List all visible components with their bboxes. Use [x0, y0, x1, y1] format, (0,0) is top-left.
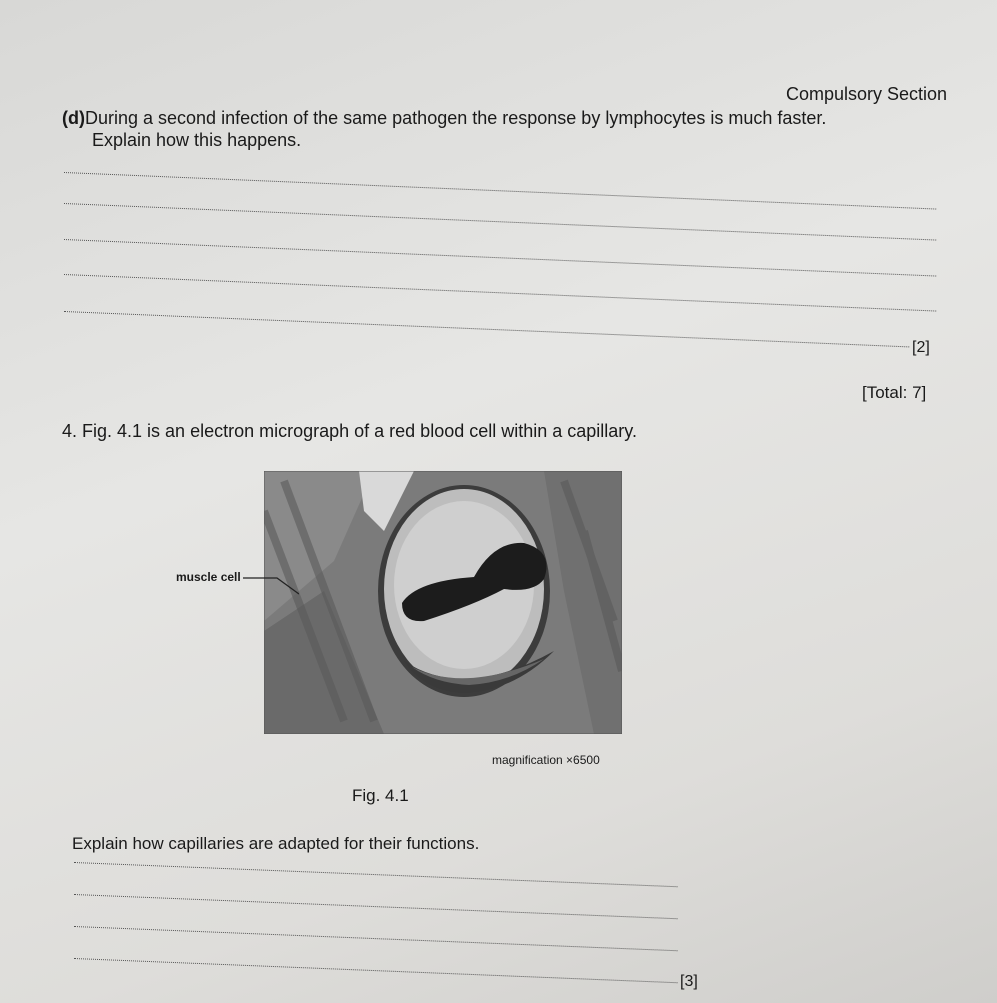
question-d-body: During a second infection of the same pathogen the response by lymphocytes is much faster. — [84, 108, 827, 128]
answer-line-4-1[interactable] — [74, 862, 678, 887]
marks-4: [3] — [680, 973, 698, 990]
section-heading: Compulsory Section — [786, 84, 948, 104]
question-d-prompt: Explain how this happens. — [92, 130, 302, 150]
micrograph-image — [264, 471, 622, 734]
answer-line-d-4[interactable] — [64, 274, 936, 312]
answer-line-d-5[interactable] — [64, 311, 909, 347]
muscle-cell-label: muscle cell — [176, 570, 241, 584]
question-4-text: 4. Fig. 4.1 is an electron micrograph of a red blood cell within a capillary. — [62, 421, 637, 441]
answer-line-d-3[interactable] — [64, 239, 936, 277]
figure-caption: Fig. 4.1 — [352, 786, 409, 805]
question-d-text — [62, 108, 826, 129]
answer-line-4-3[interactable] — [74, 926, 678, 951]
answer-line-d-2[interactable] — [64, 203, 936, 241]
answer-line-d-1[interactable] — [64, 172, 936, 210]
answer-line-4-2[interactable] — [74, 894, 678, 919]
marks-d: [2] — [912, 339, 930, 356]
magnification-label: magnification ×6500 — [492, 753, 600, 767]
label-pointer-line — [243, 576, 299, 598]
answer-line-4-4[interactable] — [74, 958, 678, 983]
total-marks: [Total: 7] — [862, 383, 927, 402]
question-d-label: (d) — [62, 108, 85, 128]
electron-micrograph — [264, 471, 622, 734]
question-4-prompt: Explain how capillaries are adapted for their functions. — [72, 834, 480, 853]
